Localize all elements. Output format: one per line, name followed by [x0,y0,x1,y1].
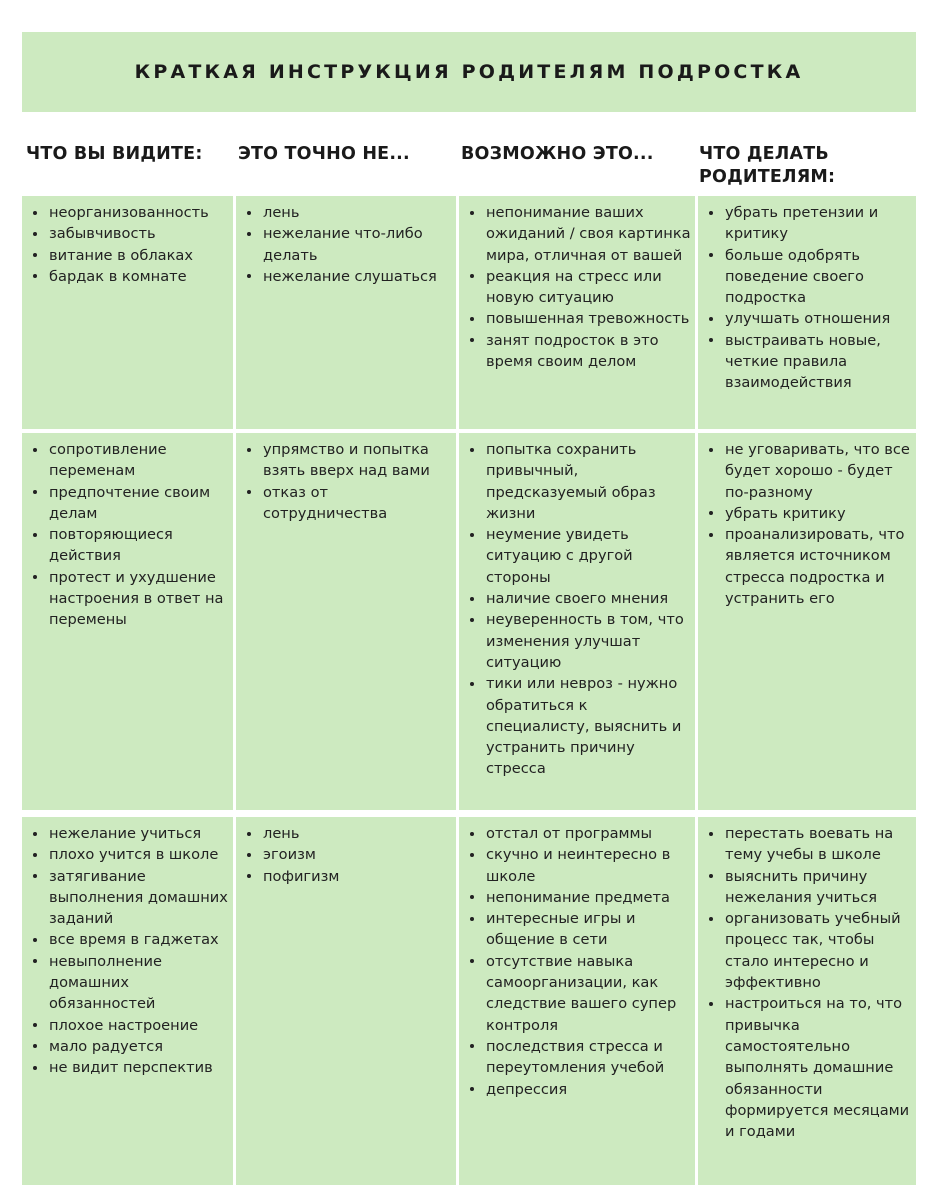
list-item: невыполнение домашних обязанностей [30,951,229,1015]
list-item: неуверенность в том, что изменения улучшат ситуацию [467,609,691,673]
cell-row1-possibly-this [459,196,695,429]
list-item: скучно и неинтересно в школе [467,844,691,887]
list-item: отказ от сотрудничества [244,482,452,525]
list-item: наличие своего мнения [467,588,691,609]
cell-row1-what-parents-do [698,196,916,429]
list-item: повышенная тревожность [467,308,691,329]
bullet-list [467,439,691,780]
list-item: отсутствие навыка самоорганизации, как следствие вашего супер контроля [467,951,691,1036]
list-item: неорганизованность [30,202,229,223]
list-item: витание в облаках [30,245,229,266]
list-item: перестать воевать на тему учебы в школе [706,823,912,866]
list-item: сопротивление переменам [30,439,229,482]
bullet-list [244,439,452,524]
list-item: убрать претензии и критику [706,202,912,245]
list-item: выстраивать новые, четкие правила взаимодействия [706,330,912,394]
list-item: повторяющиеся действия [30,524,229,567]
list-item: мало радуется [30,1036,229,1057]
list-item: депрессия [467,1079,691,1100]
list-item: не видит перспектив [30,1057,229,1078]
list-item: не уговаривать, что все будет хорошо - будет по-разному [706,439,912,503]
list-item: плохое настроение [30,1015,229,1036]
bullet-list [467,202,691,372]
bullet-list [706,439,912,609]
bullet-list [706,202,912,394]
list-item: улучшать отношения [706,308,912,329]
list-item: непонимание ваших ожиданий / своя картинка мира, отличная от вашей [467,202,691,266]
list-item: эгоизм [244,844,452,865]
column-header-possibly-this: ВОЗМОЖНО ЭТО... [461,144,654,164]
column-header-what-parents-do: ЧТО ДЕЛАТЬ РОДИТЕЛЯМ: [699,144,836,187]
list-item: упрямство и попытка взять вверх над вами [244,439,452,482]
list-item: отстал от программы [467,823,691,844]
list-item: организовать учебный процесс так, чтобы стало интересно и эффективно [706,908,912,993]
list-item: попытка сохранить привычный, предсказуемый образ жизни [467,439,691,524]
cell-row2-not-this [236,433,456,810]
list-item: непонимание предмета [467,887,691,908]
list-item: лень [244,202,452,223]
bullet-list [30,439,229,631]
bullet-list [244,202,452,287]
list-item: нежелание слушаться [244,266,452,287]
title-banner [22,32,916,112]
list-item: реакция на стресс или новую ситуацию [467,266,691,309]
list-item: неумение увидеть ситуацию с другой стороны [467,524,691,588]
column-header-what-you-see: ЧТО ВЫ ВИДИТЕ: [26,144,203,164]
list-item: занят подросток в это время своим делом [467,330,691,373]
list-item: забывчивость [30,223,229,244]
cell-row3-what-you-see [22,817,233,1185]
list-item: выяснить причину нежелания учиться [706,866,912,909]
cell-row3-not-this [236,817,456,1185]
bullet-list [30,823,229,1079]
list-item: предпочтение своим делам [30,482,229,525]
list-item: тики или невроз - нужно обратиться к специалисту, выяснить и устранить причину стресса [467,673,691,779]
cell-row2-what-you-see [22,433,233,810]
bullet-list [30,202,229,287]
column-header-not-this: ЭТО ТОЧНО НЕ... [238,144,410,164]
cell-row3-what-parents-do [698,817,916,1185]
list-item: больше одобрять поведение своего подростка [706,245,912,309]
list-item: нежелание что-либо делать [244,223,452,266]
bullet-list [244,823,452,887]
list-item: лень [244,823,452,844]
list-item: пофигизм [244,866,452,887]
bullet-list [706,823,912,1142]
list-item: плохо учится в школе [30,844,229,865]
list-item: интересные игры и общение в сети [467,908,691,951]
list-item: настроиться на то, что привычка самостоятельно выполнять домашние обязанности формируется месяцами и годами [706,993,912,1142]
cell-row2-possibly-this [459,433,695,810]
list-item: все время в гаджетах [30,929,229,950]
list-item: нежелание учиться [30,823,229,844]
list-item: протест и ухудшение настроения в ответ на перемены [30,567,229,631]
list-item: проанализировать, что является источником стресса подростка и устранить его [706,524,912,609]
bullet-list [467,823,691,1100]
list-item: бардак в комнате [30,266,229,287]
cell-row3-possibly-this [459,817,695,1185]
cell-row1-what-you-see [22,196,233,429]
cell-row2-what-parents-do [698,433,916,810]
page-title: КРАТКАЯ ИНСТРУКЦИЯ РОДИТЕЛЯМ ПОДРОСТКА [134,61,804,83]
cell-row1-not-this [236,196,456,429]
list-item: затягивание выполнения домашних заданий [30,866,229,930]
list-item: убрать критику [706,503,912,524]
list-item: последствия стресса и переутомления учебой [467,1036,691,1079]
